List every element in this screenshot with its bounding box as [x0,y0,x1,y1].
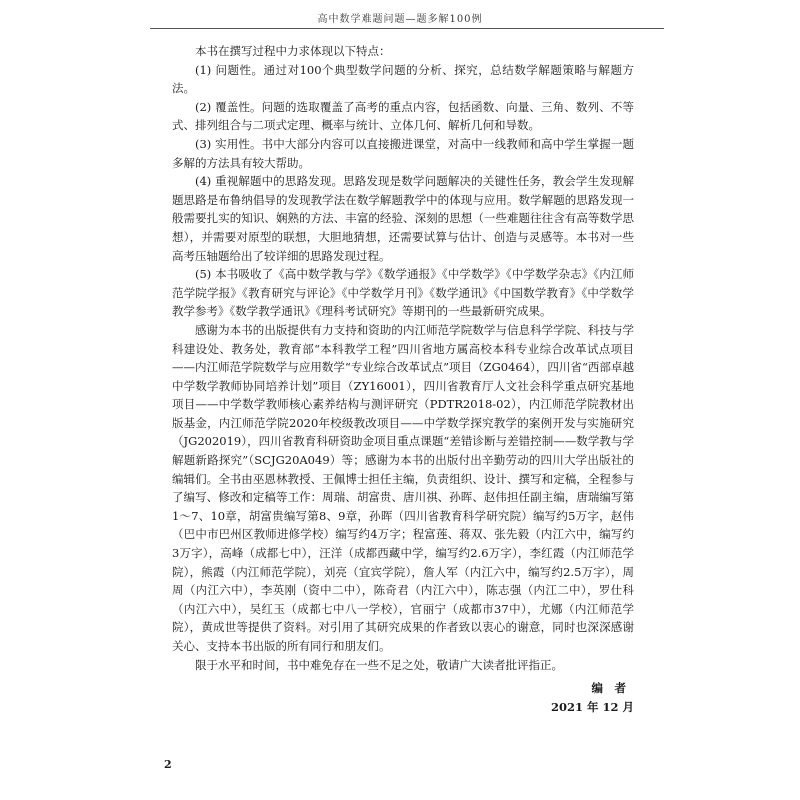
paragraph-feature-3: (3) 实用性。书中大部分内容可以直接搬进课堂，对高中一线教师和高中学生掌握一题多解的方法具有较大帮助。 [172,136,634,170]
header-rule [150,28,664,29]
paragraph-feature-1: (1) 问题性。通过对100个典型数学问题的分析、探究，总结数学解题策略与解题方法。 [172,62,634,96]
paragraph-feature-4: (4) 重视解题中的思路发现。思路发现是数学问题解决的关键性任务，教会学生发现解题思路是布鲁纳倡导的发现教学法在数学解题教学中的体现与应用。数学解题的思路发现一般需要扎实的知识、娴熟的方法、丰富的经验、深刻的思想（一些难题往往含有高等数学思想），并需要对原型的联想，大胆地猜想，还需要试算与估计、创造与灵感等。本书对一些高考压轴题给出了较详细的思路发现过程。 [172,174,634,263]
running-header: 高中数学难题问题—题多解100例 [317,14,483,25]
paragraph-acknowledgements: 感谢为本书的出版提供有力支持和资助的内江师范学院数学与信息科学学院、科技与学科建设处、教务处，教育部“本科教学工程”四川省地方属高校本科专业综合改革试点项目——内江师范学院数学与应用数学“专业综合改革试点”项目（ZG0464），四川省“西部卓越中学数学教师协同培养计划”项目（ZY16001），四川省教育厅人文社会科学重点研究基地项目——中学数学教师核心素养结构与测评研究（PDTR2018-02），内江师范学院教材出版基金，内江师范学院2020年校级教改项目——中学数学探究教学的案例开发与实施研究（JG202019），四川省教育科研资助金项目重点课题“差错诊断与差错控制——数学教与学解题新路探究”（SCJG20A049）等；感谢为本书的出版付出辛勤劳动的四川大学出版社的编辑们。全书由巫恩林教授、王佩博士担任主编，负责组织、设计、撰写和定稿，全程参与了编写、修改和定稿等工作：周瑞、胡富贵、唐川祺、孙晖、赵伟担任副主编，唐瑞编写第1～7、10章，胡富贵编写第8、9章，孙晖（四川省教育科学研究院）编写约5万字，赵伟（巴中市巴州区教师进修学校）编写约4万字；程富莲、蒋双、张先毅（内江六中，编写约3万字），高峰（成都七中），汪洋（成都西藏中学，编写约2.6万字），李红霞（内江师范学院），熊霞（内江师范学院），刘亮（宜宾学院），詹人军（内江六中，编写约2.5万字），周周（内江六中），李英刚（资中二中），陈奇君（内江六中），陈志强（内江二中），罗仕科（内江六中），吴红玉（成都七中八一学校），官丽宁（成都市37中），尤娜（内江师范学院），黄成世等提供了资料。对引用了其研究成果的作者致以衷心的谢意，同时也深深感谢关心、支持本书出版的所有同行和朋友们。 [172,322,634,653]
paragraph-feature-2: (2) 覆盖性。问题的选取覆盖了高考的重点内容，包括函数、向量、三角、数列、不等式、排列组合与二项式定理、概率与统计、立体几何、解析几何和导数。 [172,99,634,133]
page-number: 2 [164,758,172,771]
preface-body [172,42,634,674]
signature-editor: 编 者 [591,681,626,695]
paragraph-intro: 本书在撰写过程中力求体现以下特点： [195,44,391,58]
paragraph-feature-5: (5) 本书吸收了《高中数学教与学》《数学通报》《中学数学》《中学数学杂志》《内江师范学院学报》《教育研究与评论》《中学数学月刊》《数学通讯》《中国数学教育》《中学数学教学参考》《数学教学通讯》《理科考试研究》等期刊的一些最新研究成果。 [172,267,634,319]
signature-date: 2021 年 12 月 [550,700,634,714]
paragraph-closing: 限于水平和时间，书中难免存在一些不足之处，敬请广大读者批评指正。 [195,657,563,672]
